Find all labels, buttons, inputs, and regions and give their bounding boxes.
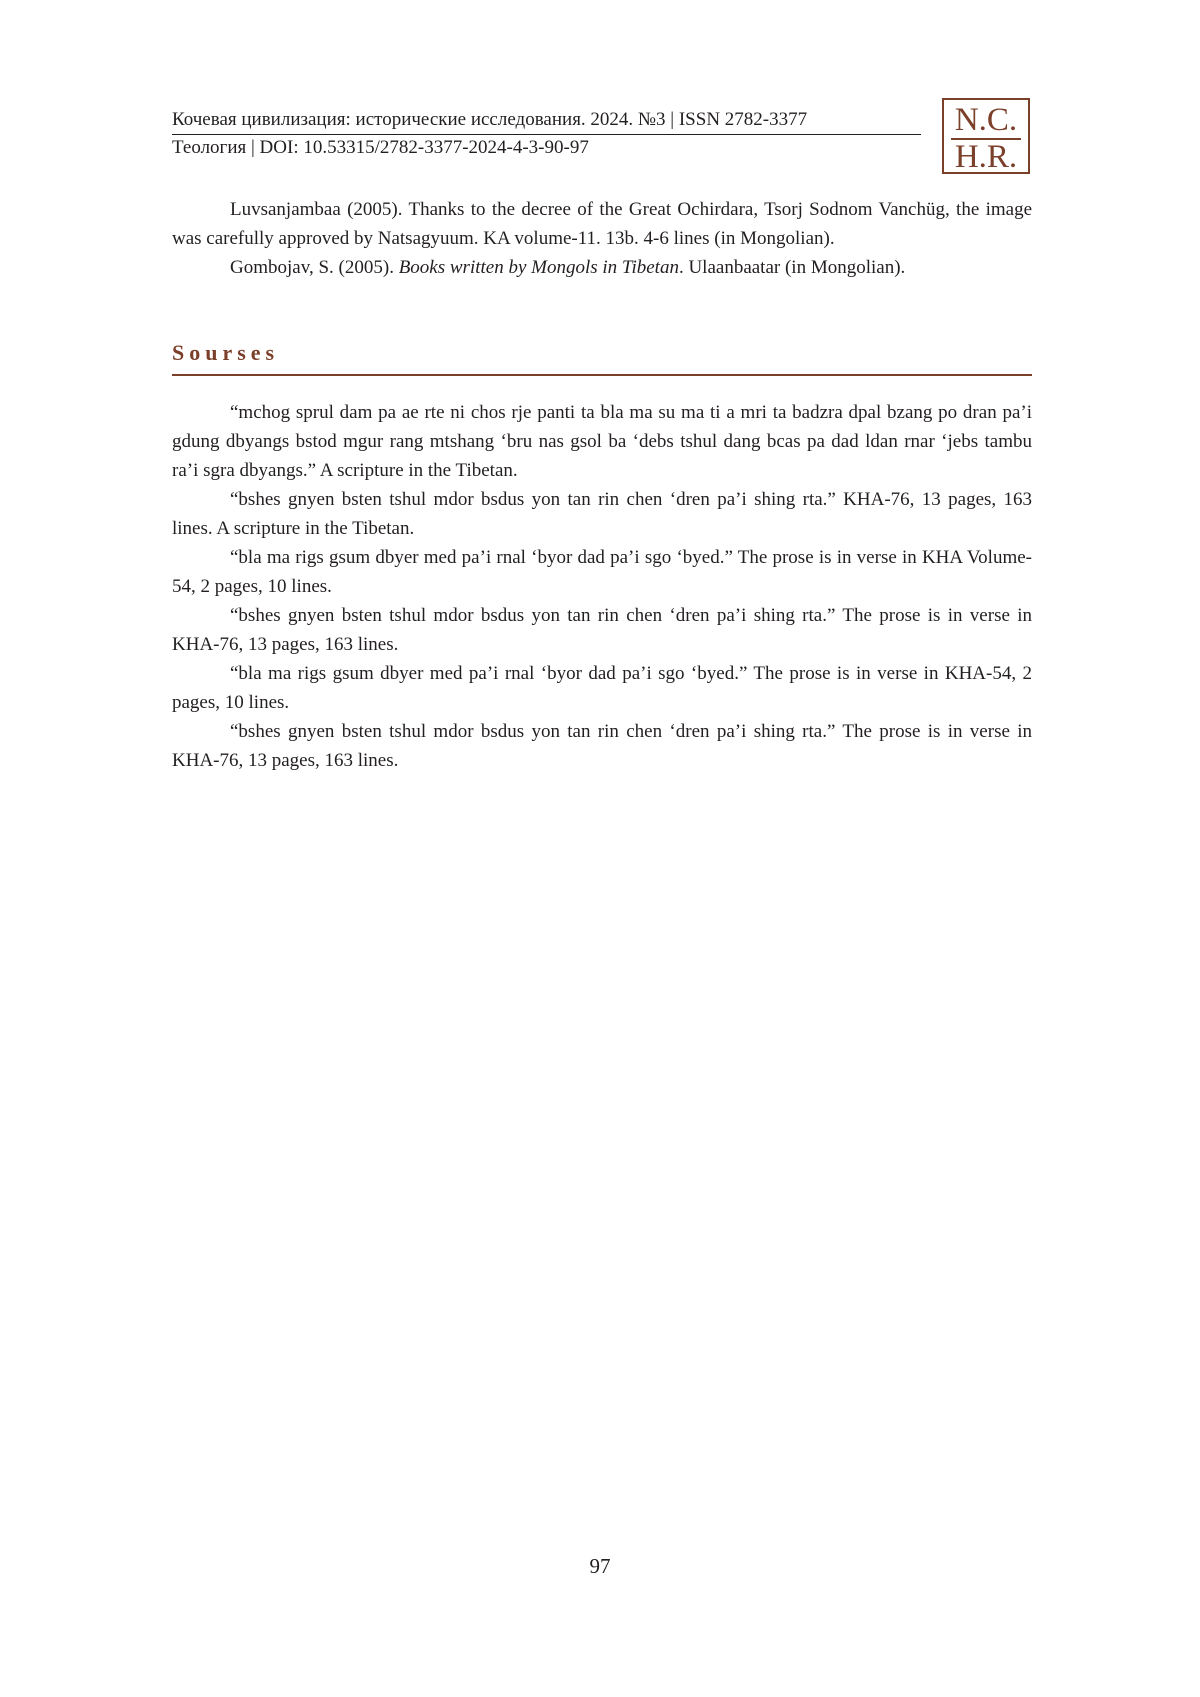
source-item: “bshes gnyen bsten tshul mdor bsdus yon tan rin chen ‘dren pa’i shing rta.” The prose is in verse in KHA-76, 13 pages, 163 lines. <box>172 721 1032 771</box>
source-item: “bshes gnyen bsten tshul mdor bsdus yon tan rin chen ‘dren pa’i shing rta.” The prose is in verse in KHA-76, 13 pages, 163 lines. <box>172 605 1032 655</box>
reference-publisher: . Ulaanbaatar (in Mongolian). <box>678 257 906 278</box>
source-item: “bshes gnyen bsten tshul mdor bsdus yon tan rin chen ‘dren pa’i shing rta.” KHA-76, 13 pages, 163 lines. A scripture in the Tibetan. <box>172 489 1032 539</box>
source-item: “bla ma rigs gsum dbyer med pa’i rnal ‘byor dad pa’i sgo ‘byed.” The prose is in verse in KHA Volume-54, 2 pages, 10 lines. <box>172 547 1032 597</box>
logo-bottom-text: H.R. <box>954 139 1018 175</box>
reference-author: Gombojav, S. (2005). <box>230 257 399 278</box>
logo-top-text: N.C. <box>954 102 1018 138</box>
running-header <box>172 108 921 161</box>
reference-book-title: Books written by Mongols in Tibetan <box>398 257 679 278</box>
section-doi-line: Теология | DOI: 10.53315/2782-3377-2024-4-3-90-97 <box>172 137 589 158</box>
journal-line: Кочевая цивилизация: исторические исследования. 2024. №3 | ISSN 2782-3377 <box>172 108 921 135</box>
sources-list <box>172 398 1032 775</box>
journal-logo <box>942 98 1030 174</box>
source-item: “mchog sprul dam pa ae rte ni chos rje panti ta bla ma su ma ti a mri ta badzra dpal bzang po dran pa’i gdung dbyangs bstod mgur rang mtshang ‘bru nas gsol ba ‘debs tshul dang bcas pa dad ldan rnar ‘jebs tambu ra’i sgra dbyangs.” A scripture in the Tibetan. <box>172 402 1032 481</box>
sources-heading: Sourses <box>172 338 1032 376</box>
reference-item: Luvsanjambaa (2005). Thanks to the decree of the Great Ochirdara, Tsorj Sodnom Vanchüg, the image was carefully approved by Natsagyuum. KA volume-11. 13b. 4-6 lines (in Mongolian). <box>172 199 1032 249</box>
source-item: “bla ma rigs gsum dbyer med pa’i rnal ‘byor dad pa’i sgo ‘byed.” The prose is in verse in KHA-54, 2 pages, 10 lines. <box>172 663 1032 713</box>
page-number: 97 <box>589 1554 611 1578</box>
references-list <box>172 195 1032 282</box>
reference-item <box>172 253 1032 282</box>
